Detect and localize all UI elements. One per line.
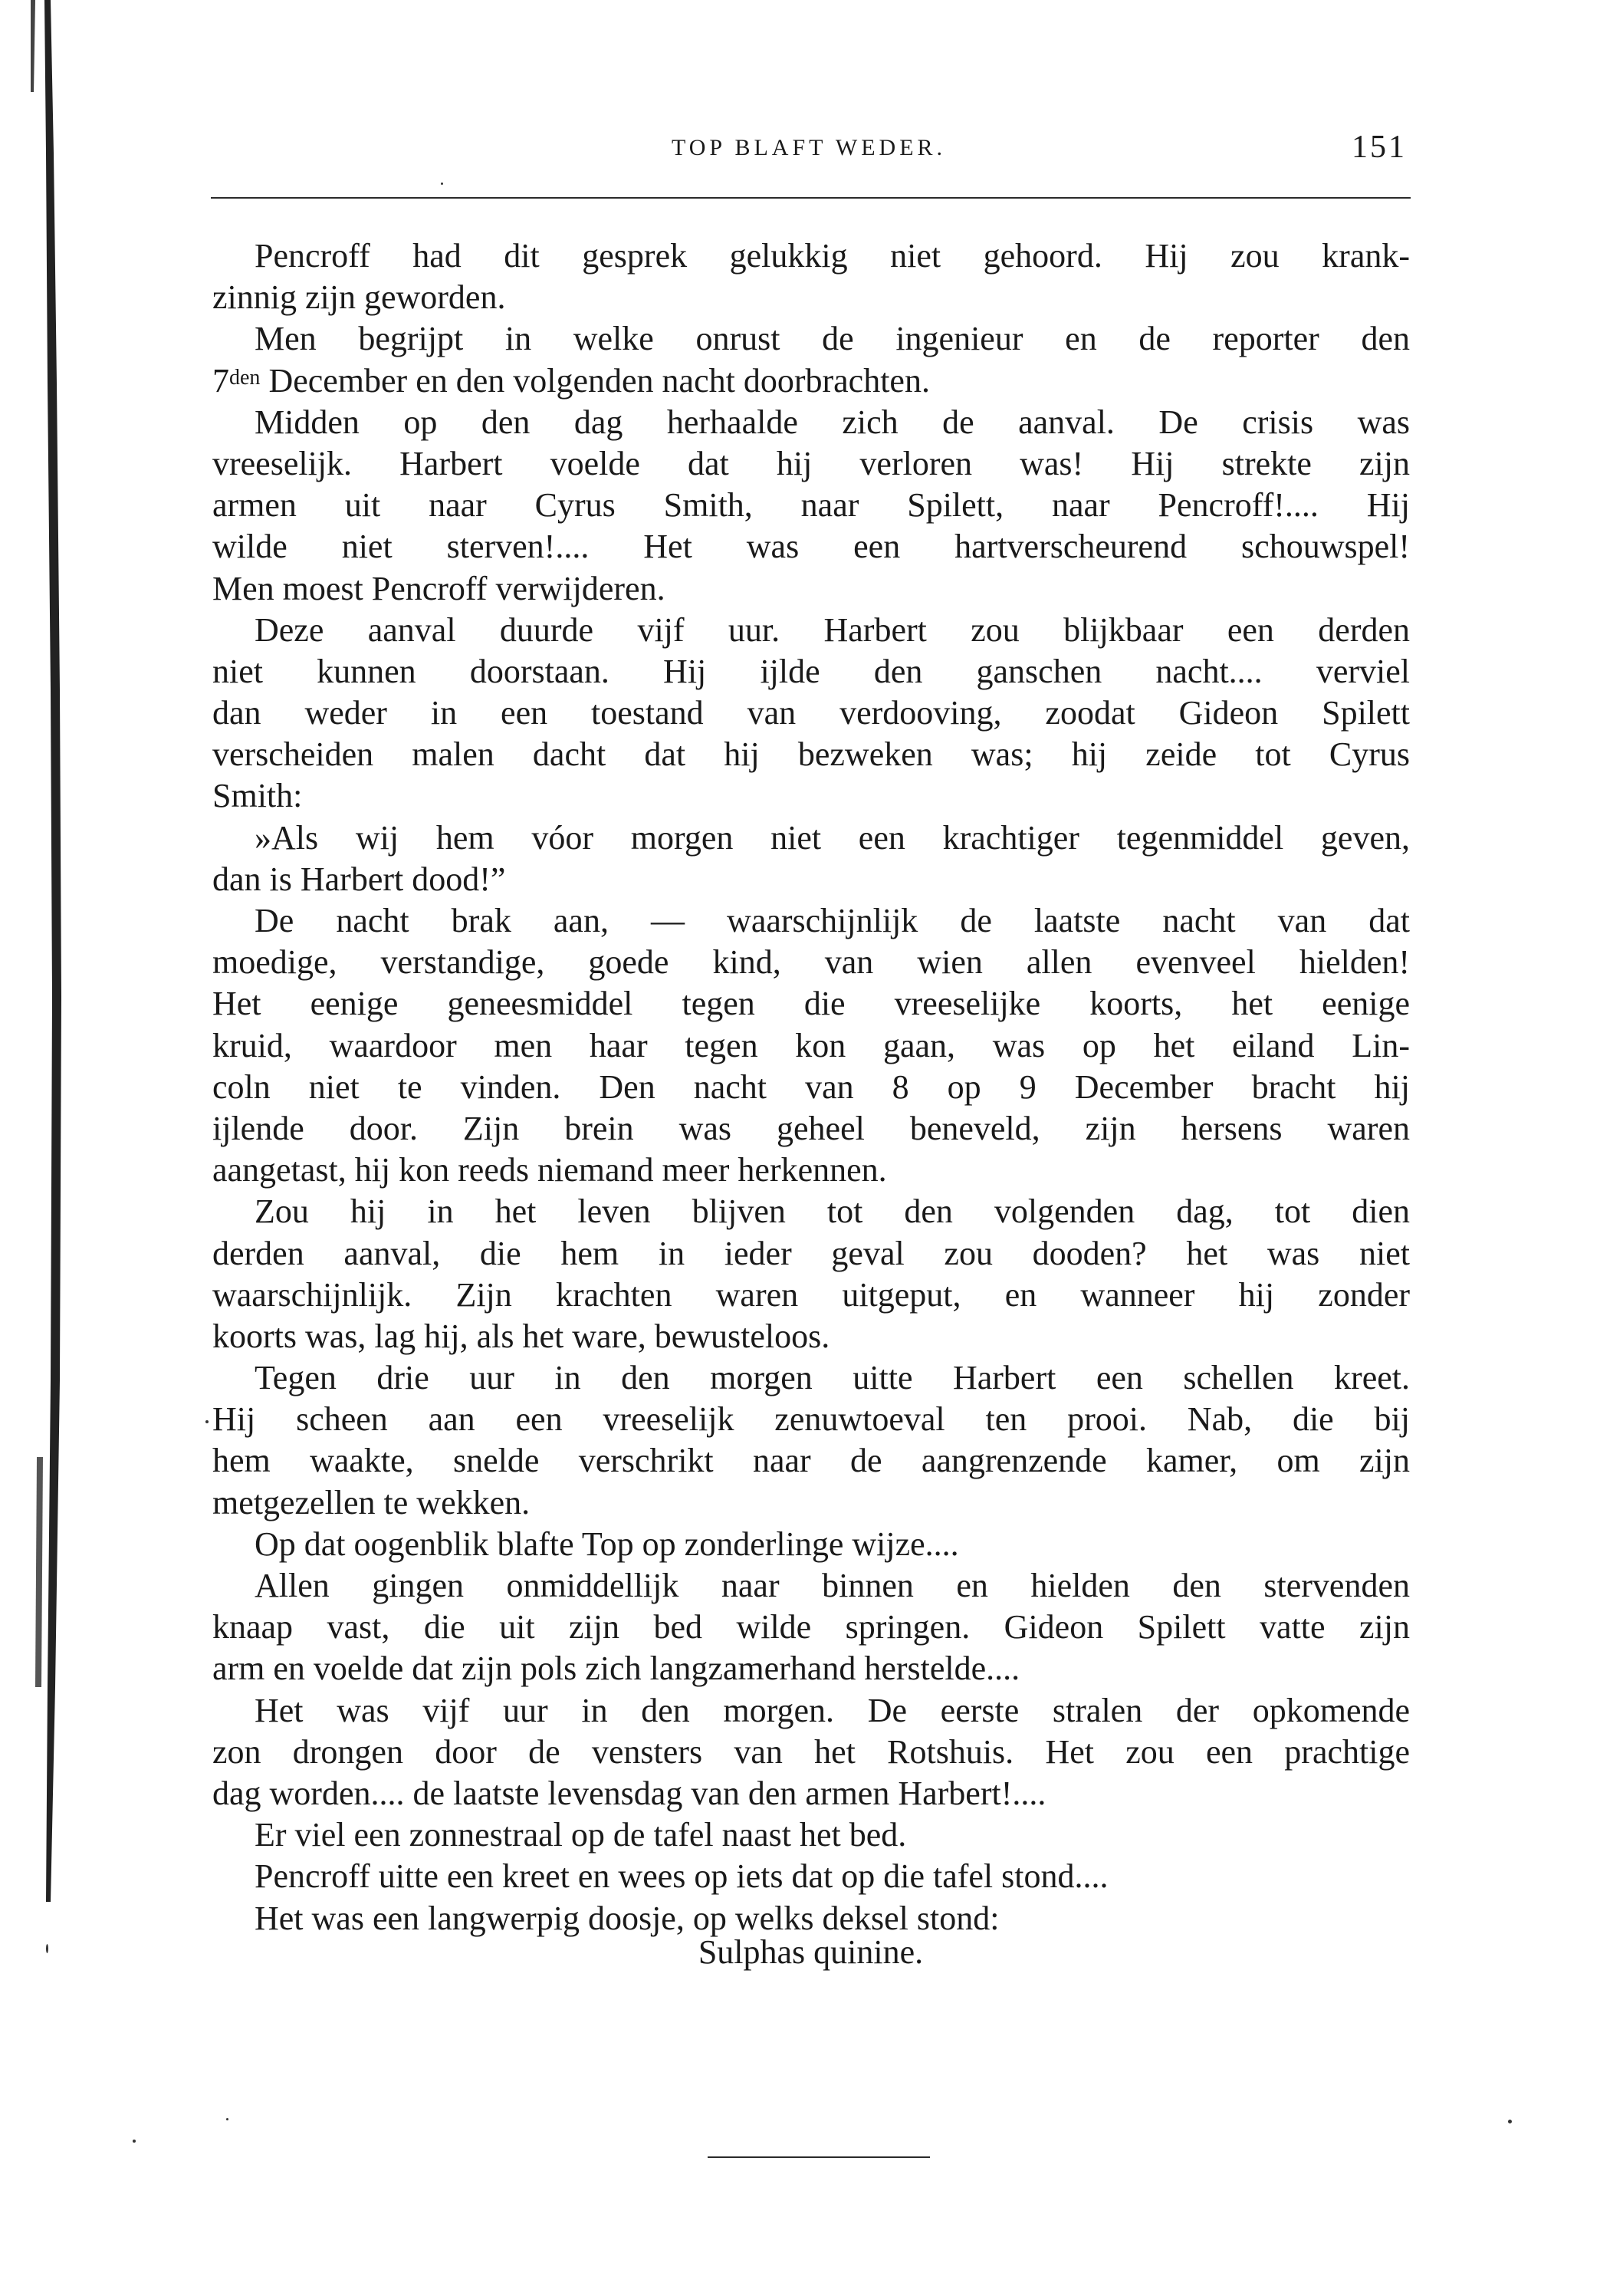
text-line: metgezellen te wekken. bbox=[212, 1483, 531, 1521]
text-line: dan weder in een toestand van verdooving, zoodat Gideon Spilett bbox=[212, 694, 1410, 732]
text-line: Men begrijpt in welke onrust de ingenieur en de reporter den bbox=[255, 320, 1410, 358]
text-line: koorts was, lag hij, als het ware, bewusteloos. bbox=[212, 1317, 830, 1355]
text-line: Men moest Pencroff verwijderen. bbox=[212, 569, 665, 607]
running-title: TOP BLAFT WEDER. bbox=[671, 135, 947, 160]
text-line: Op dat oogenblik blafte Top op zonderlinge wijze.... bbox=[255, 1525, 959, 1563]
page-number: 151 bbox=[1352, 130, 1407, 165]
page-binding-edge bbox=[0, 0, 69, 1994]
text-line: Deze aanval duurde vijf uur. Harbert zou blijkbaar een derden bbox=[255, 610, 1410, 649]
date-number: 7 bbox=[212, 361, 229, 400]
text-line: zon drongen door de vensters van het Rotshuis. Het zou een prachtige bbox=[212, 1732, 1410, 1771]
text-line: verscheiden malen dacht dat hij bezweken was; hij zeide tot Cyrus bbox=[212, 735, 1410, 774]
text-line: De nacht brak aan, — waarschijnlijk de laatste nacht van dat bbox=[255, 902, 1410, 939]
scan-speck bbox=[226, 2118, 228, 2120]
scan-speck bbox=[133, 2140, 136, 2143]
date-superscript: den bbox=[229, 365, 261, 390]
text-line: aangetast, hij kon reeds niemand meer herkennen. bbox=[212, 1151, 887, 1189]
text-line: Smith: bbox=[212, 777, 303, 815]
text-line: Hij scheen aan een vreeselijk zenuwtoeval ten prooi. Nab, die bij bbox=[212, 1400, 1410, 1439]
text-line: hem waakte, snelde verschrikt naar de aangrenzende kamer, om zijn bbox=[212, 1442, 1410, 1480]
text-line: armen uit naar Cyrus Smith, naar Spilett, naar Pencroff!.... Hij bbox=[212, 486, 1410, 525]
text-line: Tegen drie uur in den morgen uitte Harbert een schellen kreet. bbox=[255, 1359, 1410, 1397]
scan-speck bbox=[441, 183, 443, 185]
text-line: Pencroff had dit gesprek gelukkig niet gehoord. Hij zou krank- bbox=[255, 237, 1410, 275]
body-text bbox=[212, 235, 1410, 1939]
text-line: dan is Harbert dood!” bbox=[212, 860, 506, 898]
text-line: dag worden.... de laatste levensdag van den armen Harbert!.... bbox=[212, 1774, 1046, 1812]
text-line bbox=[212, 360, 1410, 402]
text-line: waarschijnlijk. Zijn krachten waren uitgeput, en wanneer hij zonder bbox=[212, 1275, 1410, 1314]
text-line: »Als wij hem vóor morgen niet een krachtiger tegenmiddel geven, bbox=[255, 818, 1410, 857]
text-line: ijlende door. Zijn brein was geheel beneveld, zijn hersens waren bbox=[212, 1109, 1410, 1147]
scan-speck bbox=[205, 1420, 209, 1423]
text-line: vreeselijk. Harbert voelde dat hij verloren was! Hij strekte zijn bbox=[212, 444, 1410, 482]
end-rule bbox=[708, 2156, 930, 2158]
text-line: Midden op den dag herhaalde zich de aanval. De crisis was bbox=[255, 403, 1410, 441]
text-line: Het eenige geneesmiddel tegen die vreeselijke koorts, het eenige bbox=[212, 985, 1410, 1023]
scan-speck bbox=[46, 1944, 48, 1953]
text-line: knaap vast, die uit zijn bed wilde springen. Gideon Spilett vatte zijn bbox=[212, 1608, 1410, 1646]
text-line: Het was vijf uur in den morgen. De eerste stralen der opkomende bbox=[255, 1691, 1410, 1729]
text-line: Zou hij in het leven blijven tot den volgenden dag, tot dien bbox=[255, 1192, 1410, 1231]
text-line: arm en voelde dat zijn pols zich langzamerhand herstelde.... bbox=[212, 1650, 1020, 1688]
text-line-rest: December en den volgenden nacht doorbrachten. bbox=[268, 361, 930, 400]
text-line: Het was een langwerpig doosje, op welks deksel stond: bbox=[255, 1899, 1000, 1937]
text-line: wilde niet sterven!.... Het was een hartverscheurend schouwspel! bbox=[212, 528, 1410, 566]
text-line: niet kunnen doorstaan. Hij ijlde den ganschen nacht.... verviel bbox=[212, 652, 1410, 690]
text-line: zinnig zijn geworden. bbox=[212, 278, 506, 317]
text-line: Pencroff uitte een kreet en wees op iets dat op die tafel stond.... bbox=[255, 1857, 1109, 1896]
text-line: moedige, verstandige, goede kind, van wien allen evenveel hielden! bbox=[212, 943, 1410, 982]
page-header bbox=[211, 129, 1407, 175]
text-line: coln niet te vinden. Den nacht van 8 op 9 December bracht hij bbox=[212, 1067, 1410, 1106]
scan-speck bbox=[1508, 2120, 1512, 2123]
text-line: kruid, waardoor men haar tegen kon gaan, was op het eiland Lin- bbox=[212, 1026, 1410, 1064]
centered-label: Sulphas quinine. bbox=[698, 1933, 924, 1971]
text-line: Er viel een zonnestraal op de tafel naast het bed. bbox=[255, 1816, 907, 1854]
header-rule bbox=[211, 197, 1411, 199]
text-line: Allen gingen onmiddellijk naar binnen en hielden den stervenden bbox=[255, 1567, 1410, 1604]
text-line: derden aanval, die hem in ieder geval zou dooden? het was niet bbox=[212, 1234, 1410, 1272]
